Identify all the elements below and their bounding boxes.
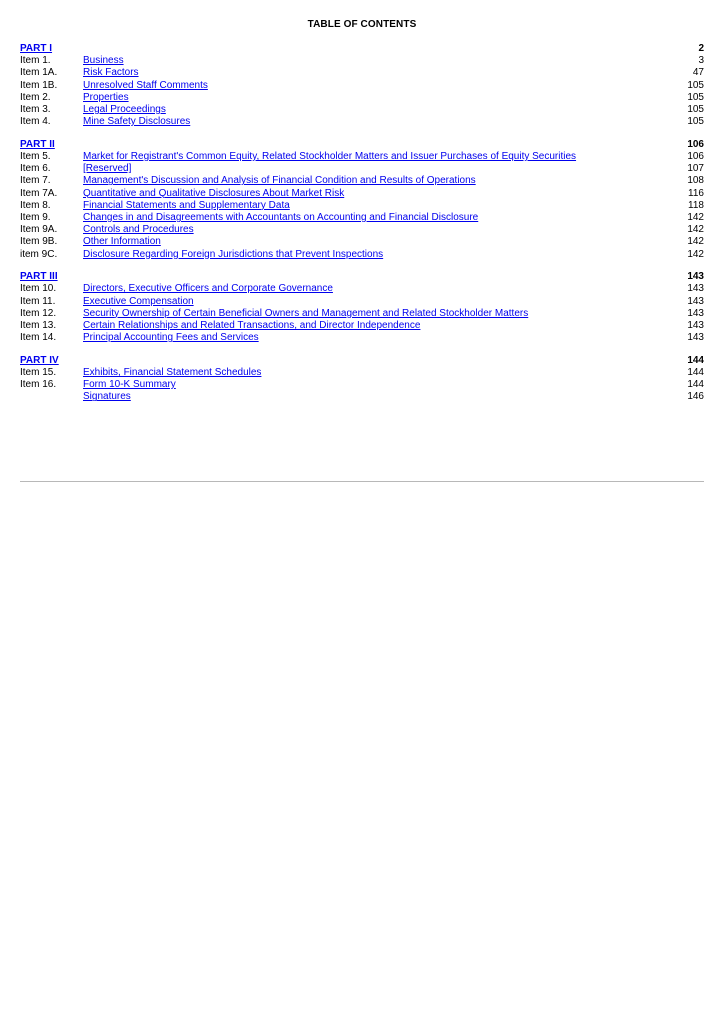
toc-link[interactable]: Security Ownership of Certain Beneficial Owners and Management and Related Stockholder Matters: [83, 307, 529, 319]
toc-link[interactable]: Signatures: [83, 391, 131, 403]
part-header-row: [20, 271, 704, 283]
page-number: 107: [687, 163, 704, 175]
toc-link[interactable]: Form 10-K Summary: [83, 379, 176, 391]
page-number: 3: [698, 55, 704, 67]
part-page-number: 2: [698, 43, 704, 54]
toc-row: [20, 151, 704, 163]
page-number: 105: [687, 103, 704, 115]
page-number: 142: [687, 248, 704, 260]
item-number: Item 11.: [20, 295, 56, 307]
page-number: 105: [687, 91, 704, 103]
page-divider: [20, 481, 704, 482]
toc-row: [20, 296, 704, 308]
item-number: Item 14.: [20, 332, 57, 344]
toc-link[interactable]: Market for Registrant's Common Equity, Related Stockholder Matters and Issuer Purchases of Equity Securities: [83, 151, 577, 162]
toc-link[interactable]: Mine Safety Disclosures: [83, 116, 191, 128]
item-number: Item 7A.: [20, 187, 58, 199]
toc-row: [20, 236, 704, 248]
item-number: Item 9A.: [20, 224, 58, 236]
part-header-row: [20, 43, 704, 55]
toc-row: [20, 116, 704, 128]
page-title: TABLE OF CONTENTS: [307, 19, 417, 30]
item-number: Item 5.: [20, 151, 51, 162]
item-number: Item 16.: [20, 379, 57, 391]
part-section: [20, 271, 704, 344]
item-number: Item 13.: [20, 319, 57, 331]
item-number: Item 15.: [20, 367, 57, 378]
toc-row: [20, 367, 704, 379]
toc-row: [20, 200, 704, 212]
toc-link[interactable]: Changes in and Disagreements with Accountants on Accounting and Financial Disclosure: [83, 211, 479, 223]
toc-link[interactable]: Other Information: [83, 236, 161, 248]
page-number: 143: [687, 307, 704, 319]
part-page-number: 143: [687, 271, 704, 283]
item-number: Item 3.: [20, 103, 51, 115]
part-link[interactable]: PART I: [20, 43, 53, 54]
toc-row: [20, 320, 704, 332]
part-link[interactable]: PART III: [20, 271, 58, 283]
item-number: item 9C.: [20, 248, 58, 260]
toc-row: [20, 379, 704, 391]
page-number: 143: [687, 283, 704, 295]
toc-row: [20, 188, 704, 200]
page-number: 47: [692, 67, 704, 79]
part-header-row: [20, 139, 704, 151]
toc-link[interactable]: Executive Compensation: [83, 295, 194, 307]
table-of-contents: [20, 43, 704, 414]
toc-row: [20, 80, 704, 92]
toc-row: [20, 92, 704, 104]
item-number: Item 8.: [20, 199, 51, 211]
toc-row: [20, 332, 704, 344]
toc-link[interactable]: Legal Proceedings: [83, 103, 166, 115]
toc-link[interactable]: Risk Factors: [83, 67, 139, 79]
item-number: Item 9.: [20, 211, 51, 223]
toc-row: [20, 224, 704, 236]
toc-link[interactable]: Certain Relationships and Related Transactions, and Director Independence: [83, 319, 421, 331]
item-number: Item 7.: [20, 175, 51, 187]
toc-link[interactable]: Disclosure Regarding Foreign Jurisdictions that Prevent Inspections: [83, 248, 384, 260]
part-section: [20, 139, 704, 261]
toc-row: [20, 67, 704, 79]
toc-link[interactable]: Properties: [83, 91, 129, 103]
part-section: [20, 43, 704, 128]
page-number: 105: [687, 79, 704, 91]
item-number: Item 1B.: [20, 79, 58, 91]
toc-row: [20, 249, 704, 261]
toc-row: [20, 308, 704, 320]
page-number: 106: [687, 151, 704, 162]
part-page-number: 106: [687, 138, 704, 150]
page-number: 142: [687, 236, 704, 248]
part-link[interactable]: PART II: [20, 138, 55, 150]
page-number: 116: [688, 187, 704, 199]
page-number: 142: [687, 224, 704, 236]
toc-link[interactable]: Controls and Procedures: [83, 224, 194, 236]
item-number: Item 9B.: [20, 236, 58, 248]
item-number: Item 12.: [20, 307, 57, 319]
toc-row: [20, 175, 704, 187]
page-number: 105: [687, 116, 704, 128]
toc-link[interactable]: Business: [83, 55, 124, 67]
page-number: 142: [687, 211, 704, 223]
toc-row: [20, 283, 704, 295]
page-number: 146: [687, 391, 704, 403]
page-number: 143: [687, 332, 704, 344]
part-header-row: [20, 355, 704, 367]
toc-row: [20, 55, 704, 67]
item-number: Item 6.: [20, 163, 51, 175]
toc-link[interactable]: Exhibits, Financial Statement Schedules: [83, 367, 262, 378]
part-link[interactable]: PART IV: [20, 354, 59, 366]
toc-link[interactable]: Unresolved Staff Comments: [83, 79, 208, 91]
item-number: Item 1.: [20, 55, 51, 67]
toc-link[interactable]: [Reserved]: [83, 163, 132, 175]
page-number: 108: [687, 175, 704, 187]
toc-row: [20, 391, 704, 403]
toc-row: [20, 212, 704, 224]
page-number: 143: [687, 319, 704, 331]
page-number: 144: [687, 379, 704, 391]
toc-link[interactable]: Principal Accounting Fees and Services: [83, 332, 259, 344]
toc-link[interactable]: Directors, Executive Officers and Corporate Governance: [83, 283, 333, 295]
toc-row: [20, 163, 704, 175]
part-section: [20, 355, 704, 404]
page-number: 118: [688, 199, 704, 211]
item-number: Item 4.: [20, 116, 51, 128]
toc-link[interactable]: Quantitative and Qualitative Disclosures About Market Risk: [83, 187, 345, 199]
part-page-number: 144: [687, 354, 704, 366]
item-number: Item 1A.: [20, 67, 58, 79]
toc-link[interactable]: Management's Discussion and Analysis of Financial Condition and Results of Operations: [83, 175, 476, 187]
item-number: Item 2.: [20, 91, 51, 103]
toc-link[interactable]: Financial Statements and Supplementary Data: [83, 199, 290, 211]
toc-row: [20, 104, 704, 116]
page-number: 144: [687, 367, 704, 378]
item-number: Item 10.: [20, 283, 57, 295]
page-number: 143: [687, 295, 704, 307]
